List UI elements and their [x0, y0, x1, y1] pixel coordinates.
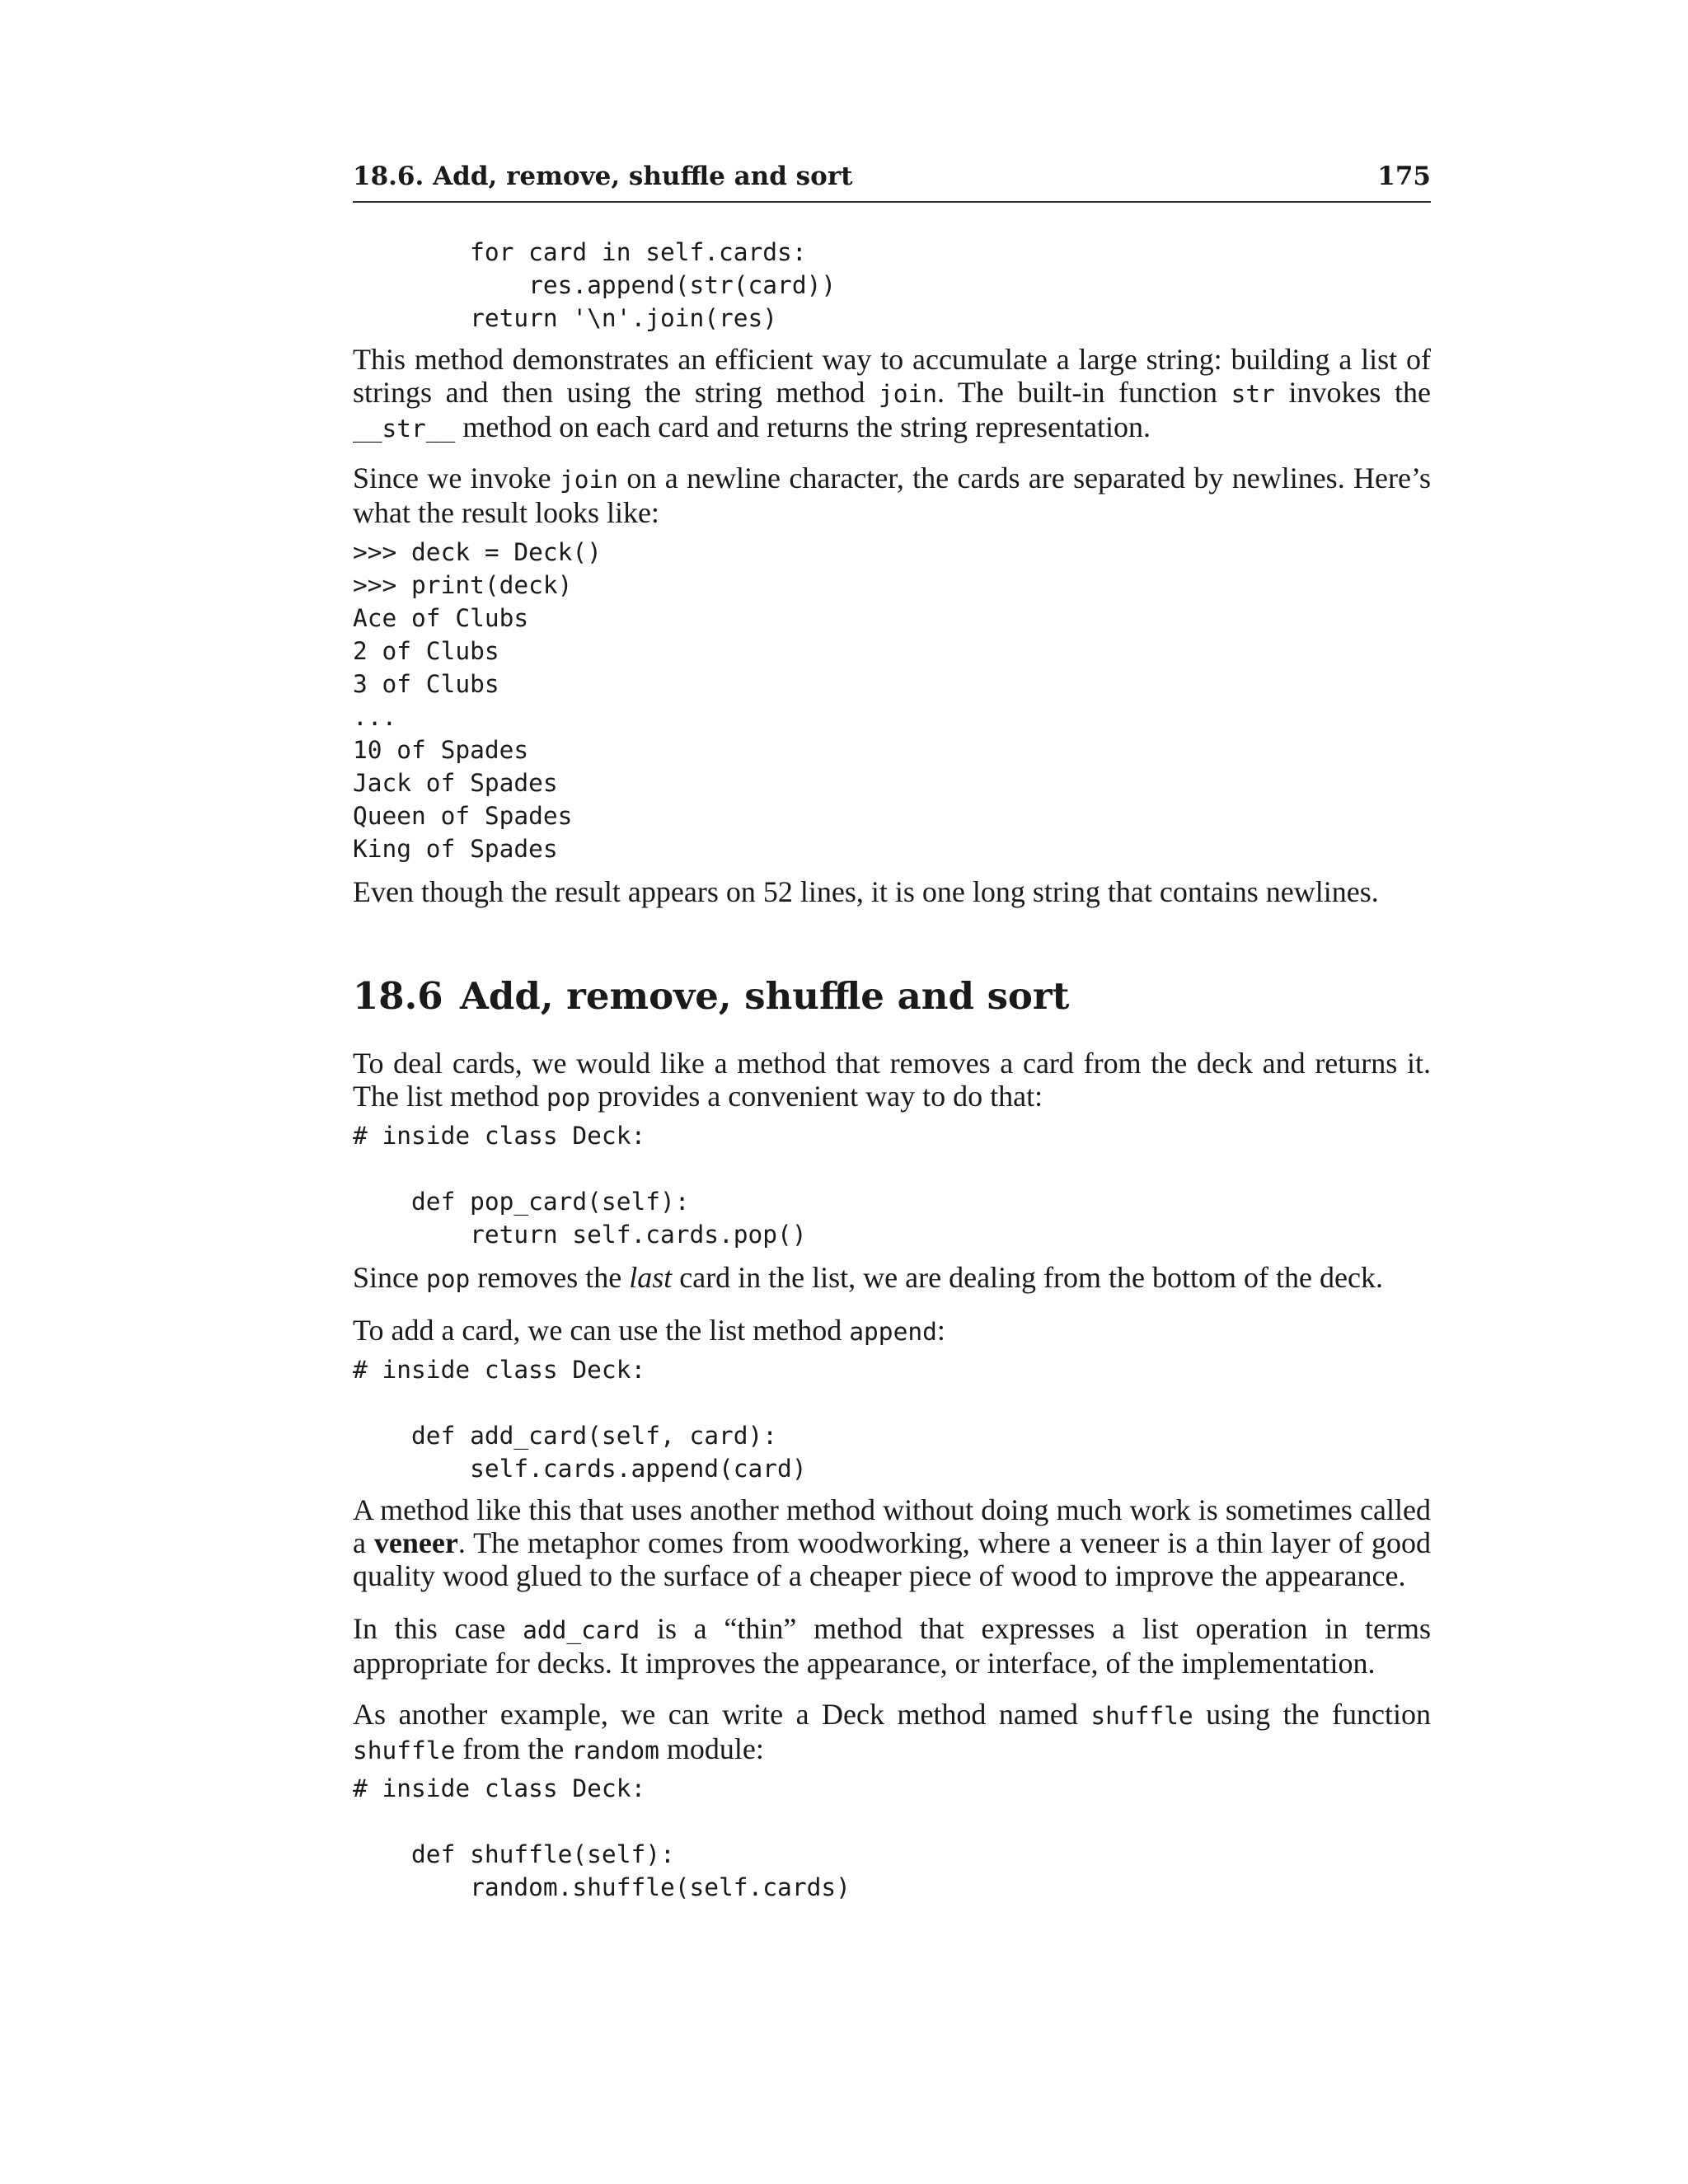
paragraph-accumulate-string: This method demonstrates an efficient way to accumulate a large string: building a list of strings and then using the string method join. The built-in function str invokes the __str__ method on each card and returns the string representation. — [353, 343, 1431, 443]
inline-code-pop: pop — [546, 1084, 591, 1112]
paragraph-add-card: To add a card, we can use the list method append: — [353, 1314, 945, 1347]
paragraph-newline-separator: Since we invoke join on a newline character, the cards are separated by newlines. Here’s what the result looks like: — [353, 462, 1431, 529]
paragraph-thin-method: In this case add_card is a “thin” method that expresses a list operation in terms appropriate for decks. It improves the appearance, or interface, of the implementation. — [353, 1612, 1431, 1680]
code-block-add-card: # inside class Deck: def add_card(self, card): self.cards.append(card) — [353, 1356, 807, 1483]
inline-code-dunder-str: __str__ — [353, 415, 456, 443]
emphasis-last: last — [629, 1261, 673, 1294]
running-header-title: 18.6. Add, remove, shuffle and sort — [353, 162, 853, 191]
inline-code-pop: pop — [425, 1265, 471, 1293]
inline-code-add-card: add_card — [523, 1616, 640, 1644]
paragraph-pop-last: Since pop removes the last card in the list, we are dealing from the bottom of the deck. — [353, 1261, 1383, 1294]
paragraph-deal-cards: To deal cards, we would like a method that removes a card from the deck and returns it. The list method pop provides a convenient way to do that: — [353, 1047, 1431, 1113]
term-veneer: veneer — [373, 1526, 458, 1559]
page-number: 175 — [1377, 162, 1431, 191]
inline-code-append: append — [849, 1318, 937, 1346]
inline-code-str: str — [1231, 380, 1275, 408]
section-number: 18.6 — [353, 974, 443, 1018]
inline-code-join: join — [560, 466, 619, 494]
code-block-str-tail: for card in self.cards: res.append(str(card)) return '\n'.join(res) — [470, 238, 837, 332]
inline-code-join: join — [878, 380, 937, 408]
paragraph-52-lines: Even though the result appears on 52 lines, it is one long string that contains newlines. — [353, 875, 1379, 908]
paragraph-shuffle: As another example, we can write a Deck method named shuffle using the function shuffle from the random module: — [353, 1698, 1431, 1765]
code-block-shuffle: # inside class Deck: def shuffle(self): random.shuffle(self.cards) — [353, 1774, 851, 1901]
code-block-pop-card: # inside class Deck: def pop_card(self): return self.cards.pop() — [353, 1122, 807, 1249]
running-header — [353, 162, 1431, 203]
paragraph-veneer: A method like this that uses another method without doing much work is sometimes called a veneer. The metaphor comes from woodworking, where a veneer is a thin layer of good quality wood glued to the surface of a cheaper piece of wood to improve the appearance. — [353, 1493, 1431, 1592]
inline-code-shuffle: shuffle — [353, 1736, 456, 1765]
section-title: Add, remove, shuffle and sort — [460, 974, 1070, 1018]
section-heading — [353, 974, 1431, 1019]
inline-code-shuffle: shuffle — [1090, 1702, 1193, 1730]
inline-code-random: random — [571, 1736, 659, 1765]
code-block-deck-output: >>> deck = Deck() >>> print(deck) Ace of Clubs 2 of Clubs 3 of Clubs ... 10 of Spades Jack of Spades Queen of Spades King of Spades — [353, 538, 602, 863]
